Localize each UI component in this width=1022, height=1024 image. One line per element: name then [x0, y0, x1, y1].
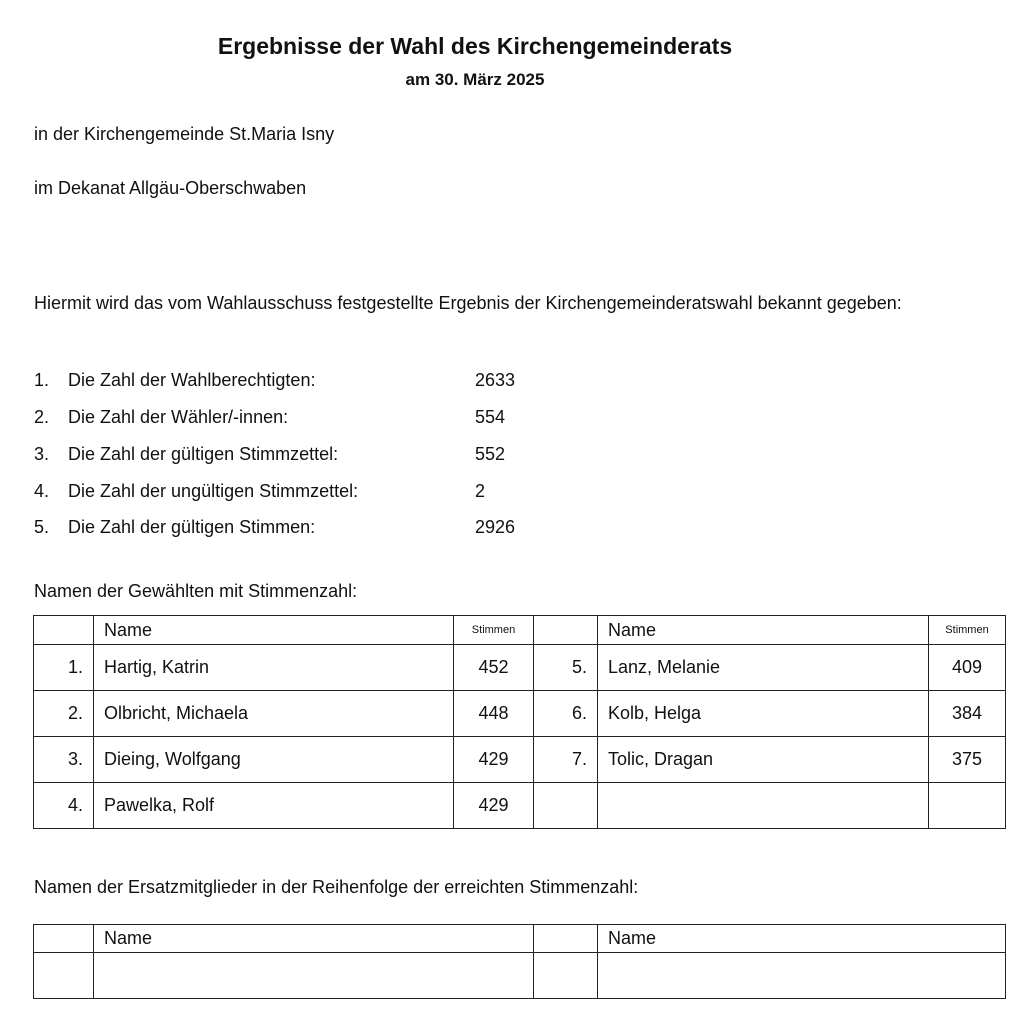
name-cell: Dieing, Wolfgang: [94, 737, 454, 783]
table-row: [34, 691, 1006, 737]
elected-table: [33, 615, 1006, 829]
stat-value: 552: [475, 444, 506, 464]
empty-cell: [34, 953, 94, 999]
elected-heading: Namen der Gewählten mit Stimmenzahl:: [34, 581, 358, 601]
intro-paragraph: Hiermit wird das vom Wahlausschuss festgestellte Ergebnis der Kirchengemeinderatswahl bekannt gegeben:: [34, 293, 902, 313]
rank-cell: 2.: [34, 691, 94, 737]
substitutes-table: [33, 924, 1006, 999]
rank-cell: 3.: [34, 737, 94, 783]
table-header-row: [34, 616, 1006, 645]
empty-cell: [929, 783, 1006, 829]
table-row: [34, 953, 1006, 999]
table-row: [34, 737, 1006, 783]
votes-cell: 384: [929, 691, 1006, 737]
votes-cell: 409: [929, 645, 1006, 691]
name-cell: Pawelka, Rolf: [94, 783, 454, 829]
votes-cell: 452: [454, 645, 534, 691]
rank-cell: 7.: [534, 737, 598, 783]
stat-row: [34, 370, 634, 394]
header-votes: Stimmen: [454, 616, 534, 645]
header-name: Name: [598, 616, 929, 645]
name-cell: Lanz, Melanie: [598, 645, 929, 691]
stat-row: [34, 481, 634, 505]
empty-cell: [534, 953, 598, 999]
empty-cell: [598, 953, 1006, 999]
stat-row: [34, 517, 634, 541]
header-cell-empty: [534, 616, 598, 645]
table-row: [34, 645, 1006, 691]
stat-value: 2: [475, 481, 486, 501]
votes-cell: 429: [454, 783, 534, 829]
name-cell: Kolb, Helga: [598, 691, 929, 737]
votes-cell: 375: [929, 737, 1006, 783]
stat-label: Die Zahl der Wähler/-innen:: [68, 407, 289, 427]
votes-cell: 448: [454, 691, 534, 737]
name-cell: Hartig, Katrin: [94, 645, 454, 691]
stat-value: 2926: [475, 517, 516, 537]
rank-cell: 5.: [534, 645, 598, 691]
substitutes-heading: Namen der Ersatzmitglieder in der Reihenfolge der erreichten Stimmenzahl:: [34, 877, 639, 897]
stat-number: 2.: [34, 407, 50, 427]
stat-number: 3.: [34, 444, 50, 464]
stat-number: 1.: [34, 370, 50, 390]
deanery-line: im Dekanat Allgäu-Oberschwaben: [34, 178, 307, 198]
header-cell-empty: [34, 616, 94, 645]
name-cell: Tolic, Dragan: [598, 737, 929, 783]
empty-cell: [534, 783, 598, 829]
name-cell: Olbricht, Michaela: [94, 691, 454, 737]
stat-label: Die Zahl der gültigen Stimmzettel:: [68, 444, 339, 464]
stat-number: 4.: [34, 481, 50, 501]
stat-value: 2633: [475, 370, 516, 390]
empty-cell: [94, 953, 534, 999]
rank-cell: 1.: [34, 645, 94, 691]
rank-cell: 6.: [534, 691, 598, 737]
header-name: Name: [598, 925, 1006, 953]
document-subtitle: am 30. März 2025: [405, 70, 545, 89]
stat-number: 5.: [34, 517, 50, 537]
table-row: [34, 783, 1006, 829]
rank-cell: 4.: [34, 783, 94, 829]
stat-label: Die Zahl der gültigen Stimmen:: [68, 517, 316, 537]
header-cell-empty: [34, 925, 94, 953]
empty-cell: [598, 783, 929, 829]
table-header-row: [34, 925, 1006, 953]
header-votes: Stimmen: [929, 616, 1006, 645]
header-cell-empty: [534, 925, 598, 953]
header-name: Name: [94, 616, 454, 645]
header-name: Name: [94, 925, 534, 953]
stat-label: Die Zahl der ungültigen Stimmzettel:: [68, 481, 359, 501]
document-title: Ergebnisse der Wahl des Kirchengemeinderats: [217, 33, 733, 59]
stat-label: Die Zahl der Wahlberechtigten:: [68, 370, 316, 390]
stat-value: 554: [475, 407, 506, 427]
stat-row: [34, 444, 634, 468]
votes-cell: 429: [454, 737, 534, 783]
parish-line: in der Kirchengemeinde St.Maria Isny: [34, 124, 335, 144]
stat-row: [34, 407, 634, 431]
